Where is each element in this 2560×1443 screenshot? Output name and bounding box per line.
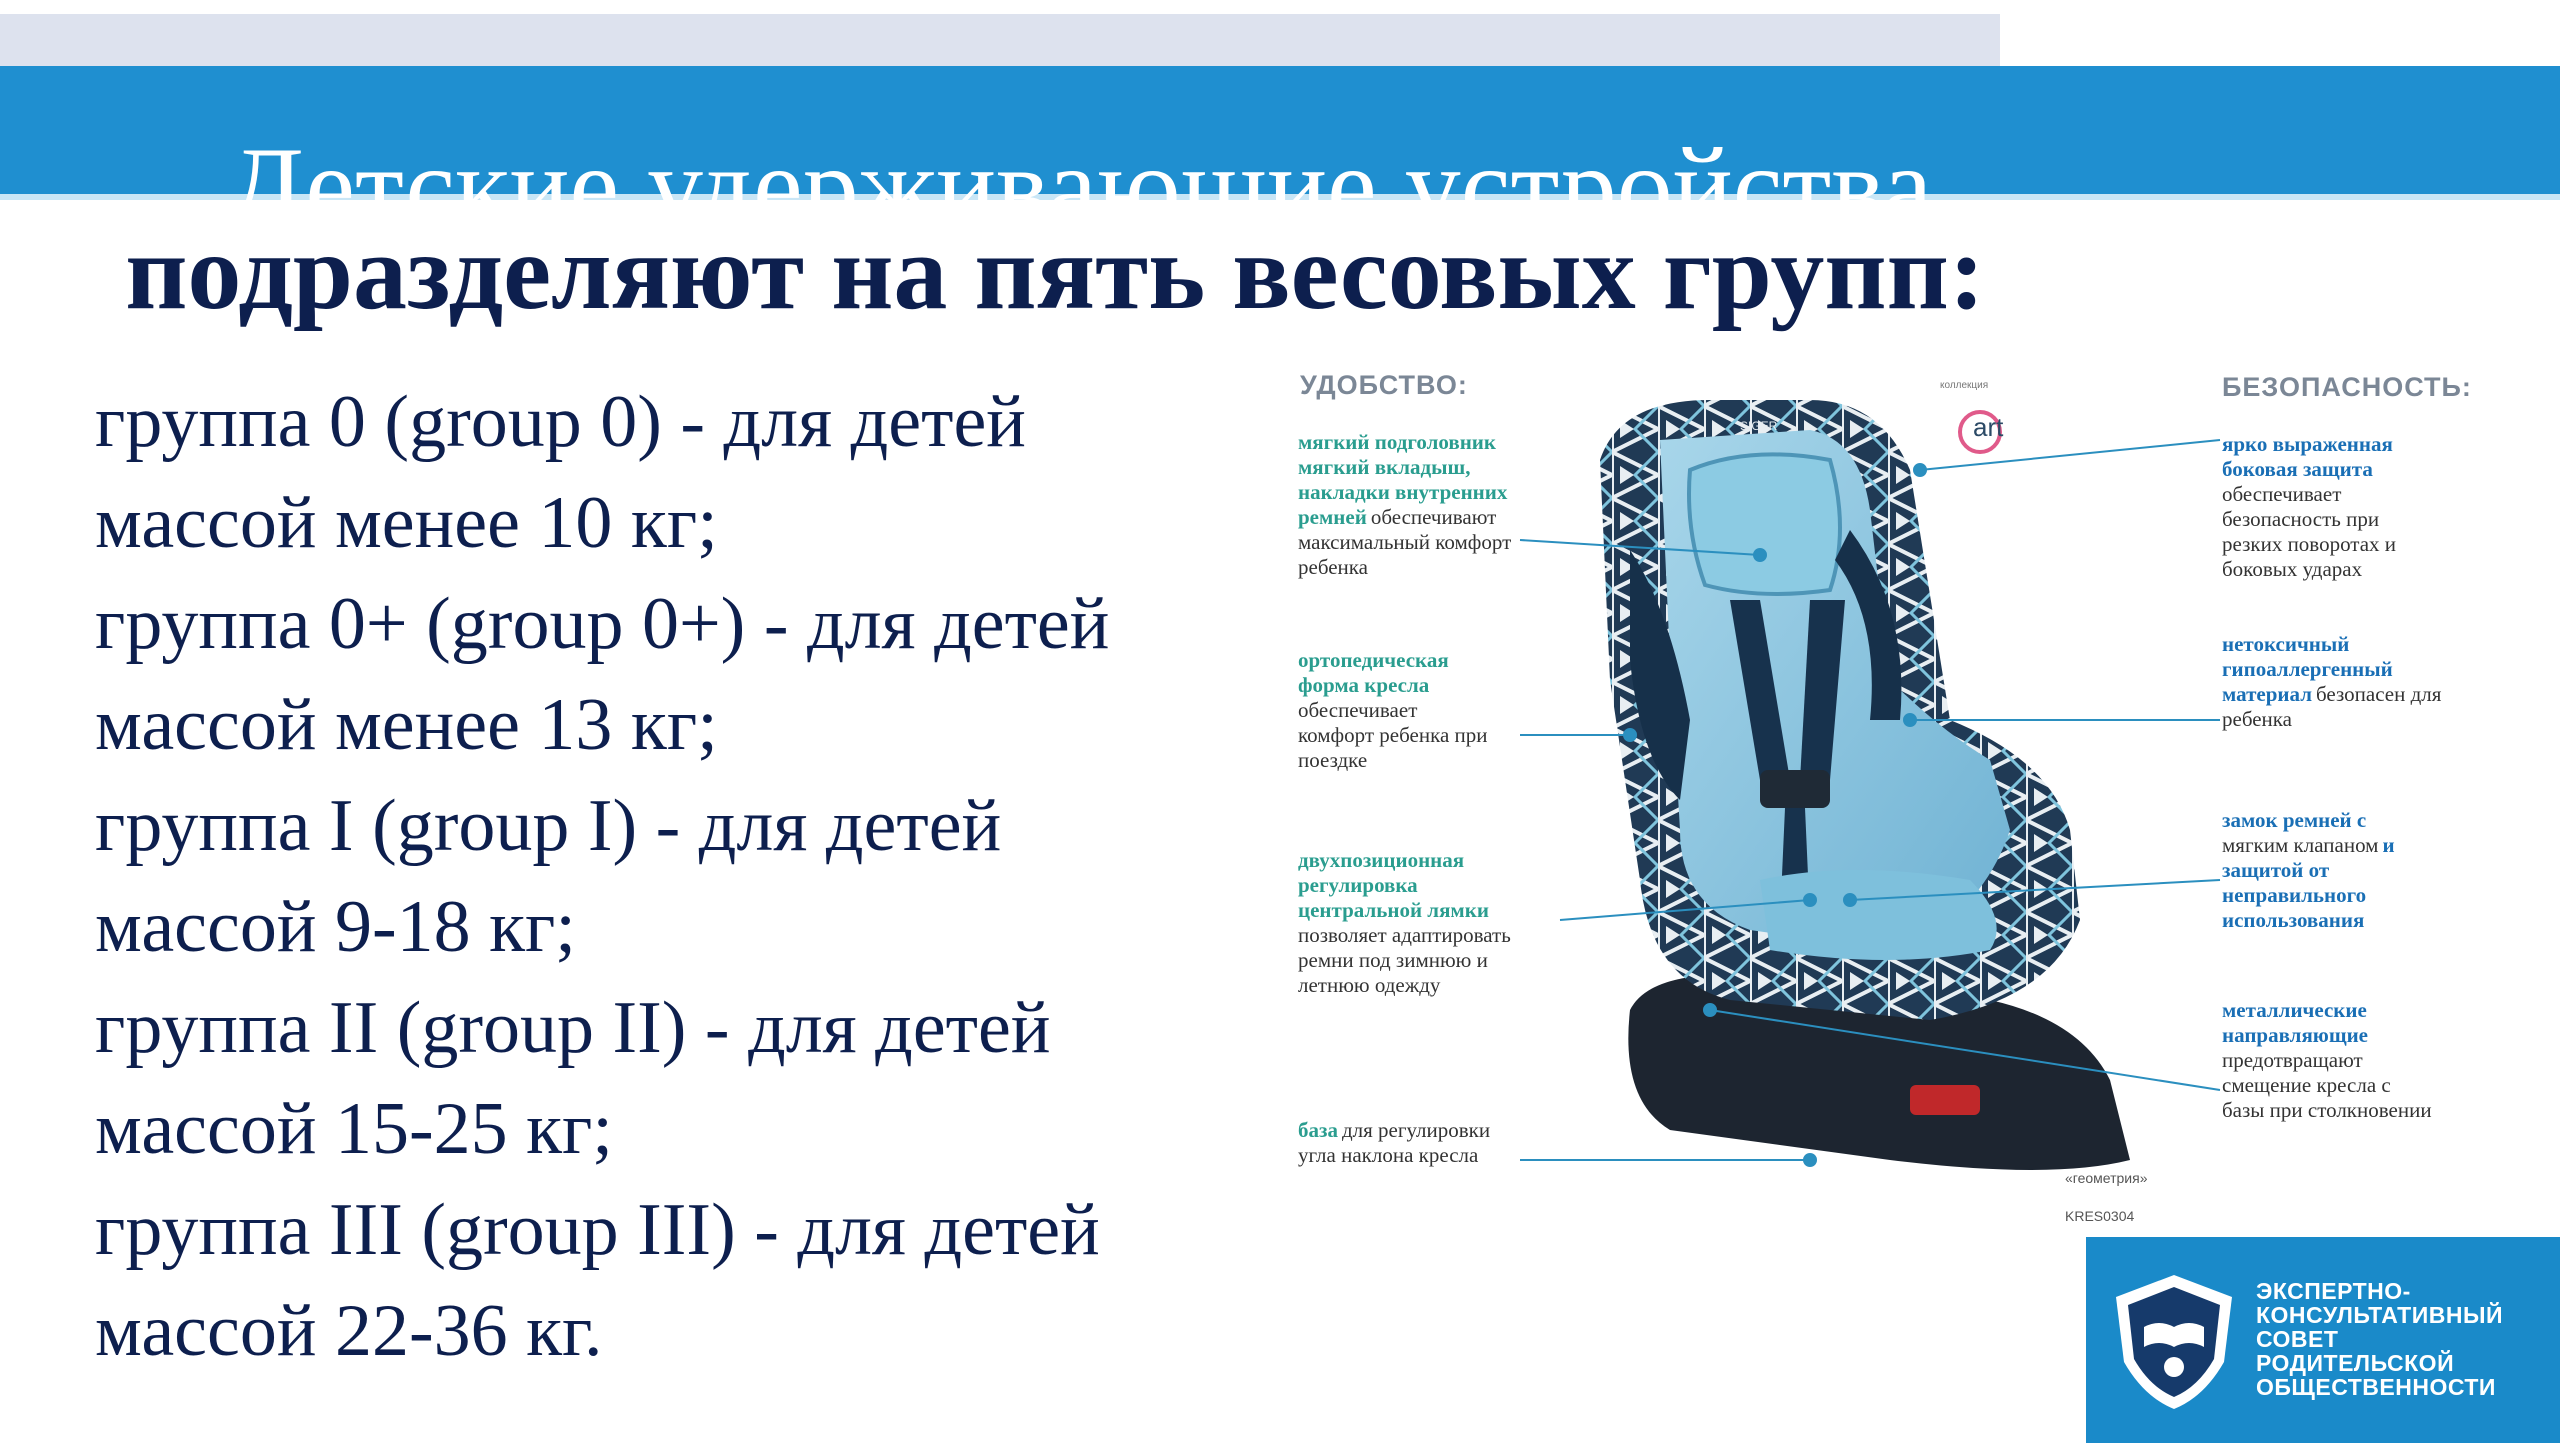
- group-0-weight-line: массой менее 10 кг;: [95, 482, 718, 564]
- council-emblem-icon: [2104, 1267, 2244, 1417]
- comfort-heading: УДОБСТВО:: [1300, 370, 1468, 400]
- safety-heading: БЕЗОПАСНОСТЬ:: [2222, 372, 2472, 402]
- label-buckle: замок ремней с мягким клапаном и защитой от неправильного использования: [2222, 808, 2395, 932]
- label-strap-adjustment: двухпозиционная регулировка центральной лямки позволяет адаптировать ремни под зимнюю и летнюю одежду: [1298, 848, 1511, 997]
- council-name: ЭКСПЕРТНО- КОНСУЛЬТАТИВНЫЙ СОВЕТ РОДИТЕЛЬСКОЙ ОБЩЕСТВЕННОСТИ: [2256, 1278, 2504, 1400]
- group-0plus-weight-line: массой менее 13 кг;: [95, 684, 718, 766]
- label-soft-headrest: мягкий подголовник мягкий вкладыш, накладки внутренних ремней обеспечивают максимальный комфорт ребенка: [1298, 430, 1512, 579]
- brand-collection-label: коллекция: [1940, 380, 1989, 391]
- slide-subtitle: подразделяют на пять весовых групп:: [125, 213, 1985, 332]
- council-logo-badge: [2086, 1237, 2560, 1443]
- model-code-caption: KRES0304: [2065, 1208, 2135, 1224]
- model-name-caption: «геометрия»: [2065, 1170, 2148, 1186]
- label-base: база для регулировки угла наклона кресла: [1298, 1118, 1491, 1167]
- label-orthopedic-shape: ортопедическая форма кресла обеспечивает комфорт ребенка при поездке: [1298, 648, 1488, 772]
- group-3-line: группа III (group III) - для детей: [95, 1189, 1100, 1271]
- group-3-weight-line: массой 22-36 кг.: [95, 1290, 603, 1372]
- brand-art-logo: art: [1973, 412, 2004, 442]
- label-nontoxic-material: нетоксичный гипоаллергенный материал безопасен для ребенка: [2222, 632, 2442, 731]
- seat-brand-text: SIGER: [1740, 419, 1778, 433]
- group-1-weight-line: массой 9-18 кг;: [95, 886, 576, 968]
- group-0-line: группа 0 (group 0) - для детей: [95, 381, 1026, 463]
- label-side-protection: ярко выраженная боковая защита обеспечивает безопасность при резких поворотах и боковых ударах: [2222, 432, 2397, 581]
- group-1-line: группа I (group I) - для детей: [95, 785, 1002, 867]
- top-decor-strip: [0, 14, 2000, 66]
- group-0plus-line: группа 0+ (group 0+) - для детей: [95, 583, 1110, 665]
- group-2-weight-line: массой 15-25 кг;: [95, 1088, 613, 1170]
- car-seat-figure: [1290, 360, 2500, 1240]
- slide-title: Детские удерживающие устройства: [227, 125, 1933, 249]
- group-2-line: группа II (group II) - для детей: [95, 987, 1051, 1069]
- weight-groups-list: [95, 372, 1275, 1382]
- title-bar: [0, 66, 2560, 249]
- label-metal-guides: металлические направляющие предотвращают смещение кресла с базы при столкновении: [2222, 998, 2432, 1122]
